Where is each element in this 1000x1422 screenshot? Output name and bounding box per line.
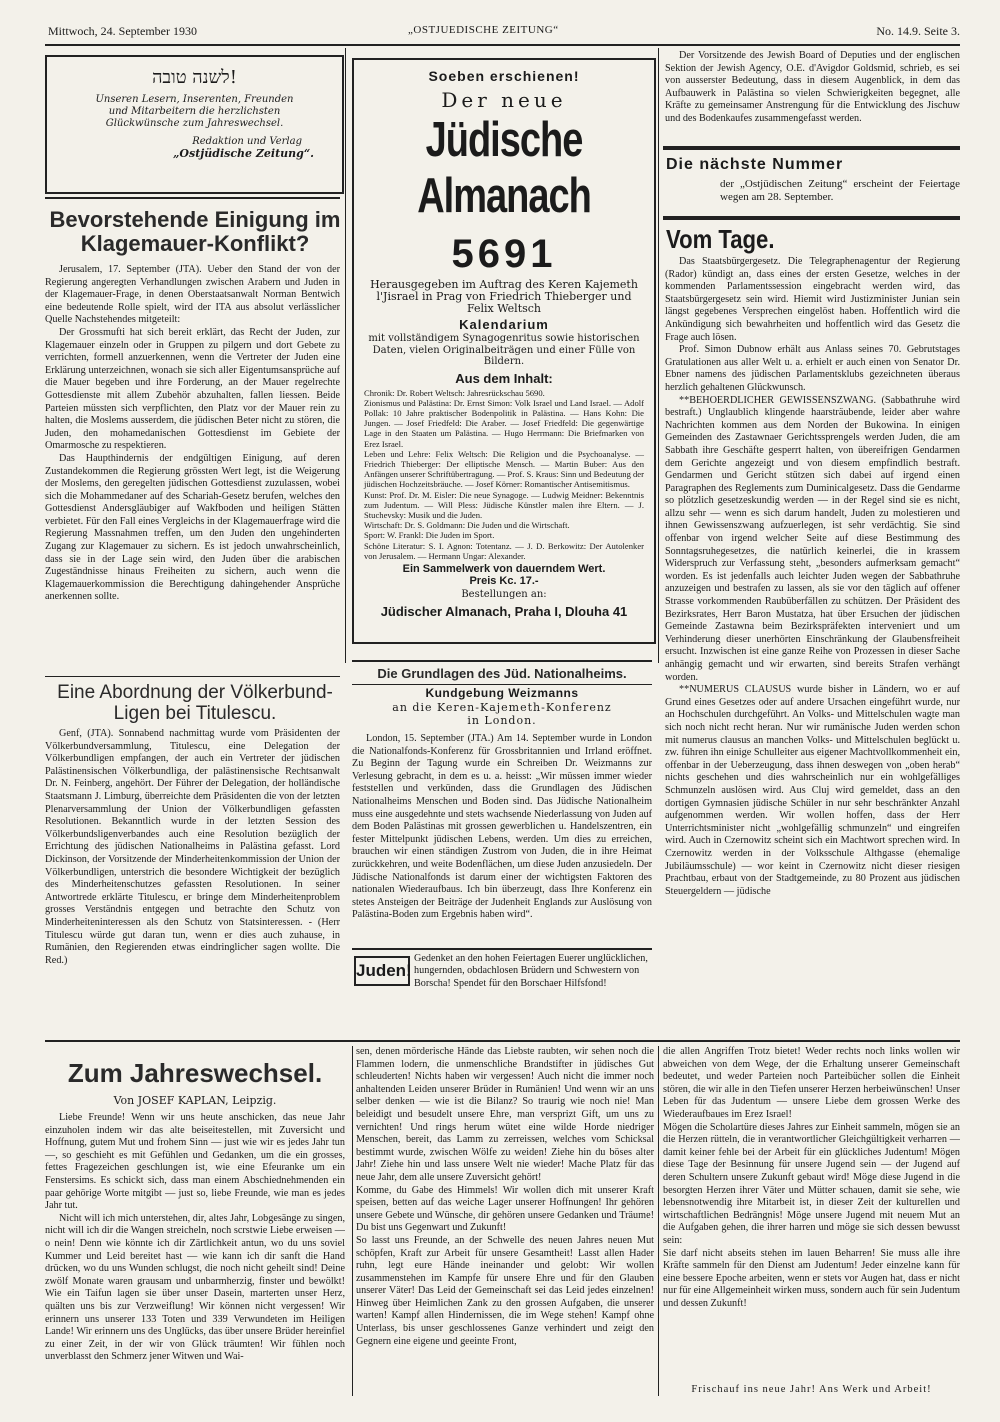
article-closing: Frischauf ins neue Jahr! Ans Werk und Arbeit! xyxy=(691,1384,932,1395)
ad-year: 5691 xyxy=(451,232,557,276)
article-paragraph: Das Staatsbürgergesetz. Die Telegraphenagentur der Regierung (Rador) kündigt an, dass eines der ersten Gesetze, welches in der kommenden Parlamentssession eingebracht werden wird, das Staatsbürgergesetz sein wird. Hiemit wird Justizminister Junian sein längst gegebenes Versprechen eingelöst haben. Hoffentlich wird die Ankündigung sich bewahrheiten und hoffentlich wird das Gesetz die Frage auch lösen. xyxy=(665,256,960,343)
article-paragraph: Jerusalem, 17. September (JTA). Ueber den Stand der von der Regierung angeregten Verhandlungen zwischen Arabern und Juden in der Klagemauer-Frage, in denen Oberstaatsanwalt Norman Bentwich eine bedeutende Rolle spielt, wird der ITA aus absolut verlässlicher Quelle Nachstehendes mitgeteilt: xyxy=(45,264,340,326)
article-paragraph: Prof. Simon Dubnow erhält aus Anlass seines 70. Gebrutstages Gratulationen aus aller Welt u. a. erhielt er auch einen von Senator Dr. Ebner namens des jüdischen Parlamentsklubs gezeichneten überaus herzlich gehaltenen Glückwunsch. xyxy=(665,344,960,393)
ad-kalendarium: Kalendarium xyxy=(459,317,549,332)
ad-contents-item: Leben und Lehre: Felix Weltsch: Die Religion und die Psychoanalyse. — Friedrich Thieberger: Der elliptische Mensch. — Martin Buber: Aus den Anfängen unserer Schriftübertragung. — Prof. S. Kraus: Sinn und Bedeutung der jüdischen Hochzeitsbräuche. — Josef Körner: Romantischer Antisemitismus. xyxy=(364,448,644,490)
article-title: Eine Abordnung der Völkerbund-Ligen bei Titulescu. xyxy=(57,682,333,724)
ad-contents-item: Zionismus und Palästina: Dr. Ernst Simon: Volk Israel und Land Israel. — Adolf Pollak: 10 Jahre praktischer Bodenpolitik in Palästina. — Hans Kohn: Die Jungen. — Josef Friedfeld: Die Araber. — Josef Friedfeld: Die gegenwärtige Lage in den Staaten um Palästina. — Hugo Herrmann: Die Briefmarken von Erez Israel. xyxy=(364,397,644,449)
divider xyxy=(352,684,652,685)
ad-contents-item: Schöne Literatur: S. I. Agnon: Totentanz. — J. D. Berkowitz: Der Autolenker von Jerusalem. — Hermann Ungar: Alexander. xyxy=(364,540,644,561)
greeting-box xyxy=(45,55,344,194)
divider xyxy=(352,660,652,662)
hebrew-greeting: לשנה טובה! xyxy=(152,67,237,88)
article-body-col3: die allen Angriffen Trotz bietet! Weder rechts noch links wollen wir abweichen von dem Wege, der die Erhaltung unserer Gemeinschaft bedeutet, und weder Parteien noch Parteibücher sollen die Einheit stören, die wir alle in den Tiefen unserer Herzen herbeiwünschen! Unser Leben für das Judentum — unsere Liebe dem grossen Werke des Wiederaufbaues im Erez Israel! Mögen die Scholartüre dieses Jahres zur Einheit sammeln, mögen sie an die Herzen rütteln, die in verantwortlicher Gleichgültigkeit verharren — damit keiner fehle bei der Arbeit für ein glückliches Judentum! Mögen diese Tage der Besinnung für unsere Jugend sein — der Jugend auf deren Schultern unsere Zukunft gebaut wird! Möge diese Jugend in die besorgten Herzen ihrer Väter und Mütter schauen, damit sie sehe, wie lebensnotwendig ihre Mitarbeit ist, in dieser Zeit der kulturellen und wirtschaftlichen Bedrängnis! Möge unsere Jugend mit neuem Mut an die Aufgaben gehen, die ihrer harren und möge sie sich dessen bewusst sein: Sie darf nicht abseits stehen im lauen Beharren! Sie muss alle ihre Kräfte sammeln für den Dienst am Judentum! Jeder einzelne kann für eine bessere Epoche arbeiten, wenn er stets vor Augen hat, dass er nicht nur für eine Allgemeinheit wirken muss, sondern auch für sein Judentum und dessen Zukunft! xyxy=(663,1046,960,1309)
ad-der-neue: Der neue xyxy=(441,88,567,112)
divider xyxy=(663,146,960,150)
article-title: Bevorstehende Einigung im Klagemauer-Konflikt? xyxy=(49,207,341,256)
article-title: Die Grundlagen des Jüd. Nationalheims. xyxy=(377,666,627,681)
ad-preis: Preis Kc. 17.- xyxy=(469,574,539,587)
column-divider xyxy=(352,1046,353,1396)
article-paragraph: Der Grossmufti hat sich bereit erklärt, das Recht der Juden, zur Klagemauer einzeln oder in Gruppen zu pilgern und dort Gebete zu verrichten, formell anzuerkennen, wenn die Vertreter der Juden eine Erklärung unterzeichnen, wonach sie sich aller Eigentumsansprüche auf die Mauer begeben und ihre Forderung, an der Mauer regelrechte Gottesdienste mit allem Zubehör abzuhalten, fallen liessen. Beide Parteien müssten sich verpflichten, den Platz vor der Mauer rein zu halten, die Moslems ausserdem, die jüdischen Beter nicht zu stören, die Juden, den mohamedanischen Gottesdienst im Gebiete der Omarmosche zu respektieren. xyxy=(45,326,340,452)
divider xyxy=(45,197,340,199)
article-byline: Von JOSEF KAPLAN, Leipzig. xyxy=(113,1094,277,1107)
ad-contents-item: Wirtschaft: Dr. S. Goldmann: Die Juden und die Wirtschaft. xyxy=(364,520,570,531)
header-paper-name: „OSTJUEDISCHE ZEITUNG“ xyxy=(408,24,559,36)
ad-inhalt: Aus dem Inhalt: xyxy=(455,370,553,386)
greeting-sign-2: „Ostjüdische Zeitung“. xyxy=(173,147,314,160)
column-divider xyxy=(345,48,346,663)
ad-contents-item: Kunst: Prof. Dr. M. Eisler: Die neue Synagoge. — Ludwig Meidner: Bekenntnis zum Judentum. — Will Pless: Jüdische Künstler malen ihre Eltern. — J. Stuchevsky: Musik und die Juden. xyxy=(364,489,644,520)
article-body xyxy=(45,728,340,1028)
ad-contents-item: Chronik: Dr. Robert Weltsch: Jahresrückschau 5690. xyxy=(364,387,545,398)
appeal-label: Juden! xyxy=(354,956,410,986)
appeal-text: Gedenket an den hohen Feiertagen Euerer unglücklichen, hungernden, obdachlosen Brüdern und Schwestern von Borscha! Spendet für den Borschaer Hilfsfond! xyxy=(414,953,648,989)
ad-subtitle: Herausgegeben im Auftrag des Keren Kajemeth l'Jisrael in Prag von Friedrich Thieberger und Felix Weltsch xyxy=(370,278,638,315)
almanach-advertisement xyxy=(352,58,656,644)
ad-title: Jüdische Almanach xyxy=(417,113,591,224)
ad-bestellungen: Bestellungen an: xyxy=(461,588,547,600)
article-body xyxy=(45,1112,345,1402)
divider xyxy=(45,676,340,677)
divider xyxy=(45,1040,960,1042)
article-paragraph: **BEHOERDLICHER GEWISSENSZWANG. (Sabbathruhe wird bestraft.) Unglaublich klingende haarsträubende, leider aber wahre Nachrichten kommen aus dem Norden der Bukowina. In einigen Gemeinden des Zastawnaer Gerichtssprengels werden Juden, die am Sabbath ihre Geschäfte gesperrt halten, von übereifrigen Gendarmen dem Gerichte angezeigt und von diesem empfindlich bestraft. Gendarmen und Gericht stützen sich dabei auf irgend einen Paragraphen des Reglements zum Duminicalgesetz. Dass die Gendarme so plötzlich gesetzeskundig werden — in der Regel sind sie es nicht, allzu sehr — wenn es sich darum handelt, Juden zu molestieren und ihnen Gewissenszwang aufzuerlegen, ist sehr verdächtig. Sie sind offenbar von irgend welcher Seite auf diese Bestimmung des Sonntagsruhegesetzes, die natürlich keinerlei, die in krassem Widerspruch zur Verfassung steht, „besonders aufmerksam gemacht“ worden. Es ist jedenfalls auch leichter Juden wegen der Sabbathruhe anzuzeigen und bestrafen zu lassen, als sie vor den täglich auf offener Strasse vorkommenden Raubüberfällen zu schützen. Der Präsident des Bezirksrates, Herr Baron Mustatza, hat über Ersuchen der jüdischen Gemeinde Zastawna beim Bezirkspräfekten interveniert und um Verhinderung dieser unerhörten Einschränkung der Glaubensfreiheit ersucht. Inzwischen ist eine ganze Reihe von Prozessen in dieser Sache anhängig gemacht und wir erwarten, sind bereits Strafen verhängt worden. xyxy=(665,394,960,683)
next-issue-title: Die nächste Nummer xyxy=(666,156,844,173)
next-issue-text: der „Ostjüdischen Zeitung“ erscheint der Feiertage wegen am 28. September. xyxy=(720,178,960,203)
header-rule xyxy=(45,44,960,46)
header-date: Mittwoch, 24. September 1930 xyxy=(48,24,197,38)
ad-soeben: Soeben erschienen! xyxy=(428,68,580,84)
ad-contents-item: Sport: W. Frankl: Die Juden im Sport. xyxy=(364,530,495,541)
article-body-col2: sen, denen mörderische Hände das Liebste raubten, wir sehen noch die Flammen lodern, die unmenschliche Brandstifter in jüdisches Gut schleuderten! Nichts haben wir vergessen! Auch nicht die immer noch anhaltenden Leiden unserer Brüder in Rumänien! Und wenn wir an uns selber denken — wie ist die Bilanz? So traurig wie noch nie! Man beleidigt und besudelt unsere Ehre, man versprizt Gift, um uns zu vernichten! Und rings herum wütet eine wilde Horde niedriger Menschen, bereit, das Lamm zu zerreissen, welches vom Schicksal bestimmt wurde, zwischen Wölfe zu weiden! Ziehe hin du böses alter Jahr! Ziehe hin und lass unsere Welt nie wieder! Mache Platz für das neue Jahr, dem alle unsere Zuversicht gehört! Komme, du Gabe des Himmels! Wir wollen dich mit unserer Kraft speisen, betten auf das weiche Lager unserer Hoffnungen! Ihr gehören unsere Gebete und Wünsche, dir gehören unsere Gedanken und Träume! Du bist uns Gegenwart und Zukunft! So lasst uns Freunde, an der Schwelle des neuen Jahres neuen Mut schöpfen, Kraft zur Arbeit für unsere Gesamtheit! Lasst allen Hader ruhn, legt eure Hände ineinander und gelobt: Wir wollen zusammenstehen im Kampfe für unsere Ehre und für den Glauben unserer Väter! Das Leid der Gemeinschaft sei das Leid jedes einzelnen! Hinweg über Heimlichen Zank zu den grossen Aufgaben, die unserer warten! Kampf allen Hindernissen, die im Wege stehen! Kampf ohne Unterlass, bis unser geschlossenes Ganze verhindert und zeigt den Gegnern eine eigene und geeinte Front, xyxy=(356,1046,654,1347)
page-header xyxy=(48,22,960,42)
greeting-sign-1: Redaktion und Verlag xyxy=(192,136,302,147)
ad-address: Jüdischer Almanach, Praha I, Dlouha 41 xyxy=(380,603,628,619)
ad-sammelwerk: Ein Sammelwerk von dauerndem Wert. xyxy=(402,562,606,575)
column-divider xyxy=(658,1046,659,1396)
article-body xyxy=(45,264,340,674)
divider xyxy=(352,948,652,950)
divider xyxy=(663,216,960,220)
greeting-text: Unseren Lesern, Inserenten, Freunden und Mitarbeitern die herzlichsten Glückwünsche zum Jahreswechsel. xyxy=(95,94,294,129)
vom-tage-body xyxy=(665,256,960,897)
right-top-text xyxy=(665,50,960,142)
article-paragraph: London, 15. September (JTA.) Am 14. September wurde in London die Nationalfonds-Konferenz für Grossbritannien und Irrland eröffnet. Zu Beginn der Tagung wurde ein Schreiben Dr. Weizmanns zur Verlesung gebracht, in dem es u. a. heisst: „Wir müssen immer wieder feststellen und verkünden, dass die Grundlagen des Jüdischen Nationalheims Menschen und Boden sind. Das Jüdische Nationalheim muss eine ausgedehnte und stets wachsende Niederlassung von Juden auf dem Boden Palästinas mit grossen gewerblichen u. Handelszentren, ein fester Mittelpunkt jüdischen Lebens, werden. Um dies zu erreichen, brauchen wir einen ständigen Zustrom von Juden, die in ihre Heimat zurückkehren, und weite Bodenflächen, um diese Juden anzusiedeln. Der Jüdische Nationalfonds ist darum einer der wichtigsten Faktoren des nationalen Wiederaufbaus. Ich bin überzeugt, dass Ihre Konferenz ein stetes Ansteigen der Beiträge der Judenheit Englands zur Auslösung von Palästina-Boden zum Ergebnis haben wird“. xyxy=(352,733,652,921)
article-paragraph: Genf, (JTA). Sonnabend nachmittag wurde vom Präsidenten der Völkerbundversammlung, Titulescu, eine Delegation der Völkerbundligen empfangen, der auch ein Vertreter der jüdischen Palästinensischen Völkerbundliga, der palästinensische Rechtsanwalt Dr. N. Feinberg, angehört. Der Führer der Delegation, der holländische Staatsmann J. Limburg, überreichte dem Präsidenten die von der letzten Plenarversammlung der Union der Völkerbundligen gefassten Resolutionen. Bekanntlich wurde in der letzten Session des Völkerbundsligenverbandes auch eine Resolution bezüglich der Errichtung des jüdischen Nationalheims in Palästina gefasst. Lord Dickinson, der Vorsitzende der Minderheitenkommission der Union der Völkerbundligen, unterstrich die besondere Wichtigkeit der bezüglich des Minderheitenschutzes gefassten Resolutionen. In seiner Antwortrede erklärte Titulescu, er bringe dem Minderheitenproblem grosses Verständnis entgegen und betrachte den Schutz von Minderheiteninteressen als den Schutz von Statsinteressen. - (Herr Titulescu würde gut daran tun, wenn er dies auch zuhause, in Rumänien, den Regierenden etwas eindringlicher sagen wollte. Die Red.) xyxy=(45,728,340,966)
article-title: Zum Jahreswechsel. xyxy=(67,1058,323,1088)
ad-kalendarium-text: mit vollständigem Synagogenritus sowie historischen Daten, vielen Originalbeiträgen und einer Fülle von Bildern. xyxy=(368,333,640,367)
article-paragraph: Das Haupthindernis der endgültigen Einigung, auf deren Zustandekommen die Regierung grössten Wert legt, ist die Weigerung der Moslems, den geregelten jüdischen Gottesdienst zuzulassen, wobei sich die Mohammedaner auf des Schariah-Gesetz berufen, welches den Gottesdienst Andersgläubiger auf Wakfboden und heiligen Stätten verbietet. Für den Fall eines Vergleichs in der Klagemauerfrage wird die Regierung Massnahmen treffen, um den Juden den ungehinderten Zugang zur Klagemauer zu sichern. Es ist jedoch unwahrscheinlich, dass sie in der Lage sein wird, den Juden über die arabischen Zugeständnisse hinaus Freiheiten zu sichern, auch wenn die Klagemauerkommission die Berechtigung dahingehender Ansprüche anerkennen sollte. xyxy=(45,452,340,603)
vom-tage-title: Vom Tage. xyxy=(666,224,775,254)
article-paragraph: Liebe Freunde! Wenn wir uns heute anschicken, das neue Jahr einzuholen indem wir das alte beiseitestellen, mit Zuversicht und Hoffnung, gutem Mut und frohem Sinn — just wie wir es jedes Jahr tun —, so geschieht es mit Gefühlen und Gedanken, um die ein grosses, fettes Fragezeichen geschlungen ist, wie eine Efeuranke um ein Fenstersims. Es schickt sich, dass man einem Abschiednehmenden ein paar gehörige Worte mitgibt — just so, liebe Freunde, wie man es jedes Jahr tut. xyxy=(45,1112,345,1212)
article-body xyxy=(352,733,652,945)
column-divider xyxy=(658,48,659,663)
article-paragraph: **NUMERUS CLAUSUS wurde bisher in Ländern, wo er auf Grund eines Gesetzes oder auf andere Ursachen eingeführt wurde, nur an Hochschulen durchgeführt. An Volks- und Mittelschulen wagte man sich noch nicht recht heran. Nur wir rumänische Juden werden schon mit numerus clausus an manchen Volks- und Mittelschulen beglückt u. zw. führen ihn einige Schulleiter aus eigener Machtvollkommenheit ein, offenbar in der Ueberzeugung, dass ihnen deswegen von „oben herab“ nichts geschehen und dies wahrscheinlich nur ein wohlgefälliges Schmunzeln auslösen wird. Aus Cluj wird gemeldet, dass an den dortigen Gymnasien jüdische Schüler in nur sehr beschränkter Anzahl aufgenommen werden. Wir wollen hoffen, dass der Herr Unterrichtsminister nicht „wohlgefällig schmunzeln“ und eingreifen wird. Auch in Czernowitz scheint sich ein Machtwort sprechen wird. In Czernowitz werden in der Volksschule Althgasse (ehemalige Jubiläumsschule) — wor keint in Czernowitz nicht dieser riesigen Prachtbau, erbaut von der Stadtgemeinde, zu 80 Prozent aus jüdischen Steuergeldern — jüdische xyxy=(665,684,960,897)
article-paragraph: Der Vorsitzende des Jewish Board of Deputies und der englischen Sektion der Jewish Agency, O.E. d'Avigdor Goldsmid, schrieb, es sei von ausserster Bedeutung, dass in diesem Augenblick, in dem das Aufbauwerk in Palästina so vielen Schwierigkeiten begegnet, alle Kräfte zu gemeinsamer Anstrengung für die Entwicklung des Jischuw und des Bodenkaufes zusammengefasst werden. xyxy=(665,50,960,124)
header-page-number: No. 14.9. Seite 3. xyxy=(876,24,960,38)
article-paragraph: Nicht will ich mich unterstehen, dir, altes Jahr, Lobgesänge zu singen, nicht will ich dir die Wangen streicheln, noch scrstwie Liebe erweisen — o nein! Denn wie könnte ich dir Zärtlichkeit antun, wo du uns soviel Kummer und Leid bereitet hast — wie kann ich dir sanft die Hand drücken, wo du uns Wunden schlugst, die noch nicht geheilt sind! Deine zwölf Monate waren grausam und unbarmherzig, finster und bewölkt! Wie ein Taifun lagen sie über unser Dasein, marterten unser Herz, quälten uns bis zur Verzweiflung! Wir können nicht vergessen! Wir erinnern uns unserer 133 Toten und 339 Verwundeten im Heiligen Lande! Wir erinnern uns des Unglücks, das über unsere Brüder hereinfiel zu einer Zeit, in der wir von Glück träumten! Wir fühlen noch unverblasst den Schmerz jener Witwen und Wai- xyxy=(45,1212,345,1363)
article-subtitle: an die Keren-Kajemeth-Konferenz in London. xyxy=(392,701,612,727)
ad-contents xyxy=(364,388,644,561)
article-subtitle: Kundgebung Weizmanns xyxy=(425,686,579,700)
